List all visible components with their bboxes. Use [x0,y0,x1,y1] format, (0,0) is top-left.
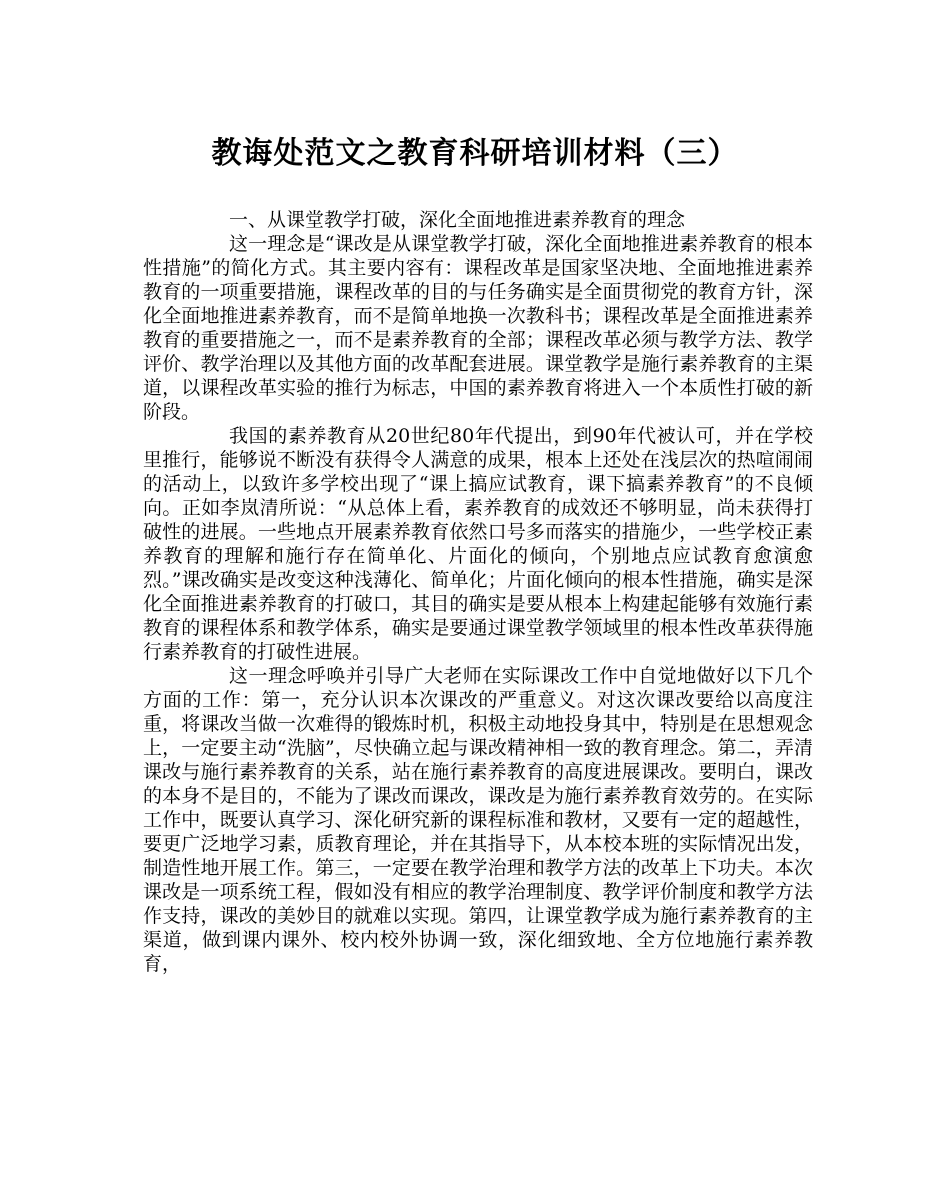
document-body [143,208,813,976]
paragraph-2: 我国的素养教育从20世纪80年代提出，到90年代被认可，并在学校里推行，能够说不断没有获得令人满意的成果，根本上还处在浅层次的热喧闹闹的活动上，以致许多学校出现了“课上搞应试教育，课下搞素养教育”的不良倾向。正如李岚清所说：“从总体上看，素养教育的成效还不够明显，尚未获得打破性的进展。一些地点开展素养教育依然口号多而落实的措施少，一些学校正素养教育的理解和施行存在简单化、片面化的倾向，个别地点应试教育愈演愈烈。”课改确实是改变这种浅薄化、简单化；片面化倾向的根本性措施，确实是深化全面推进素养教育的打破口，其目的确实是要从根本上构建起能够有效施行素教育的课程体系和教学体系，确实是要通过课堂教学领域里的根本性改革获得施行素养教育的打破性进展。 [143,425,813,663]
paragraph-1: 这一理念是“课改是从课堂教学打破，深化全面地推进素养教育的根本性措施”的简化方式。其主要内容有：课程改革是国家坚决地、全面地推进素养教育的一项重要措施，课程改革的目的与任务确实是全面贯彻党的教育方针，深化全面地推进素养教育，而不是简单地换一次教科书；课程改革是全面推进素养教育的重要措施之一，而不是素养教育的全部；课程改革必须与教学方法、教学评价、教学治理以及其他方面的改革配套进展。课堂教学是施行素养教育的主渠道，以课程改革实验的推行为标志，中国的素养教育将进入一个本质性打破的新阶段。 [143,233,813,423]
section-heading: 一、从课堂教学打破，深化全面地推进素养教育的理念 [229,209,686,231]
document-title: 教诲处范文之教育科研培训材料（三） [211,136,739,171]
paragraph-3: 这一理念呼唤并引导广大老师在实际课改工作中自觉地做好以下几个方面的工作：第一，充分认识本次课改的严重意义。对这次课改要给以高度注重，将课改当做一次难得的锻炼时机，积极主动地投身其中，特别是在思想观念上，一定要主动“洗脑”，尽快确立起与课改精神相一致的教育理念。第二，弄清课改与施行素养教育的关系，站在施行素养教育的高度进展课改。要明白，课改的本身不是目的，不能为了课改而课改，课改是为施行素养教育效劳的。在实际工作中，既要认真学习、深化研究新的课程标准和教材，又要有一定的超越性，要更广泛地学习素，质教育理论，并在其指导下，从本校本班的实际情况出发，制造性地开展工作。第三，一定要在教学治理和教学方法的改革上下功夫。本次课改是一项系统工程，假如没有相应的教学治理制度、教学评价制度和教学方法作支持，课改的美妙目的就难以实现。第四，让课堂教学成为施行素养教育的主渠道，做到课内课外、校内校外协调一致，深化细致地、全方位地施行素养教育， [143,665,813,975]
